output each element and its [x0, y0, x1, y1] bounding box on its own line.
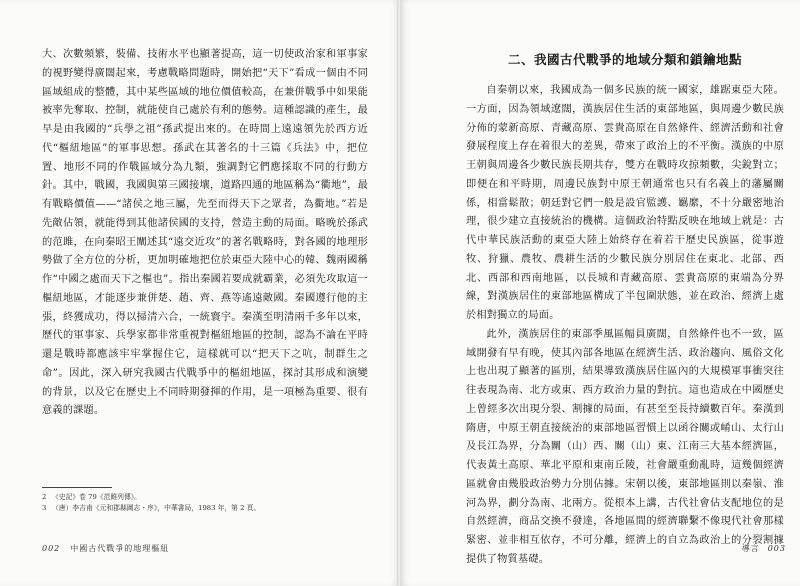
right-page — [400, 0, 800, 586]
footnote-text: （唐）李吉甫《元和郡縣圖志・序》，中華書局，1983 年，第 2 頁。 — [52, 504, 261, 512]
running-title: 中國古代戰爭的地理樞紐 — [70, 544, 170, 553]
running-title: 導言 — [741, 544, 760, 553]
page-number: 003 — [767, 544, 786, 553]
footnote-text: 《史記》卷 79《范雎列傳》。 — [52, 493, 141, 501]
right-page-footer — [740, 543, 786, 554]
footnote — [42, 492, 372, 503]
footnote — [42, 503, 372, 514]
left-paragraph: 大、次數頻繁，裝備、技術水平也顯著提高，這一切使政治家和軍事家的視野變得廣闊起來，考慮戰略問題時，開始把“天下”看成一個由不同區域組成的整體，其中某些區域的地位價值較高，在兼併戰爭中如果能被率先奪取、控制，就能使自己處於有利的態勢。這種認識的產生，最早是由我國的“兵學之祖”孫武提出來的。在時間上遠遠領先於西方近代“樞紐地區”的軍事思想。孫武在其著名的十三篇《兵法》中，把位置、地形不同的作戰區域分為九類，強調對它們應採取不同的行動方針。其中，戰國，我國與第三國接壤，道路四通的地區稱為“衢地”，最有戰略價值——“諸侯之地三屬，先至而得天下之眾者，為衢地。”若是先敵佔領，就能得到其他諸侯國的支持，營造主動的局面。略晚於孫武的范雎，在向秦昭王闡述其“遠交近攻”的著名戰略時，對各國的地理形勢做了全方位的分析，更加明確地把位於東亞大陸中心的韓、魏兩國稱作“中國之處而天下之樞也”。指出秦國若要成就霸業，必須先攻取這一樞紐地區，才能逐步兼併楚、趙、齊、燕等遙遠敵國。秦國遵行他的主張，終獲成功，得以掃清六合，一統寰宇。秦漢至明清兩千多年以來，歷代的軍事家、兵學家都非常重視對樞紐地區的控制，認為不論在平時還是戰時都應該牢牢掌握住它，這樣就可以“把天下之吭，制群生之命”。因此，深入研究我國古代戰爭中的樞紐地區，探討其形成和演變的背景，以及它在歷史上不同時期發揮的作用，是一項極為重要、很有意義的課題。 — [42, 49, 368, 417]
footnote-number: 3 — [42, 504, 47, 512]
left-page-body — [42, 46, 368, 421]
footnotes — [42, 492, 372, 514]
right-paragraph: 自秦朝以來，我國成為一個多民族的統一國家，雄踞東亞大陸。一方面，因為領域遼闊，漢族居住生活的東部地區，與周邊少數民族分佈的蒙新高原、青藏高原、雲貴高原在自然條件、經濟活動和社會發展程度上存在着很大的差異，帶來了政治上的不平衡。漢族的中原王朝與周邊各少數民族長期共存，雙方在戰時攻掠頻數，尖銳對立；即便在和平時期，周邊民族對中原王朝通常也只有名義上的藩屬關係，相當鬆散；朝廷對它們一般是設官監護、羈縻，不十分嚴密地治理，很少建立直接統治的機構。這個政治特點反映在地域上就是：古代中華民族活動的東亞大陸上始終存在着若干歷史民族區，從事遊牧、狩獵、農牧、農耕生活的少數民族分別居住在東北、北部、西北、西部和西南地區，以長城和青藏高原、雲貴高原的東端為分界線，對漢族居住的東部地區構成了半包圍狀態，並在政治、經濟上處於相對獨立的局面。 — [466, 85, 784, 321]
footnote-number: 2 — [42, 493, 47, 501]
right-paragraph: 此外，漢族居住的東部季風區幅員廣闊，自然條件也不一致，區域開發有早有晚，使其內部各地區在經濟生活、政治趨向、風俗文化上也出現了顯著的區別，結果導致漢族居住區內的大規模軍事衝突往往表現為南、北方或東、西方政治力量的對抗。這也造成在中國歷史上曾經多次出現分裂、割據的局面，有甚至至長持續數百年。秦漢到隋唐，中原王朝直接統治的東部地區習慣上以函谷關或崤山、太行山及長江為界，分為關（山）西、關（山）東、江南三大基本經濟區，代表黃土高原、華北平原和東南丘陵，社會嚴重動亂時，這幾個經濟區就會由幾股政治勢力分別佔據。宋朝以後，東部地區則以秦嶺、淮河為界，劃分為南、北兩方。從根本上講，古代社會佔支配地位的是自然經濟，商品交換不發達，各地區間的經濟聯繫不像現代社會那樣緊密、並非相互依存，不可分離，經濟上的自立為政治上的分裂割據提供了物質基礎。 — [466, 328, 784, 565]
footnote-divider — [42, 487, 112, 488]
section-heading: 二、我國古代戰爭的地域分類和鎖鑰地點 — [507, 52, 742, 67]
page-number: 002 — [42, 544, 61, 553]
right-page-body — [466, 82, 784, 570]
left-page-footer — [42, 543, 169, 554]
